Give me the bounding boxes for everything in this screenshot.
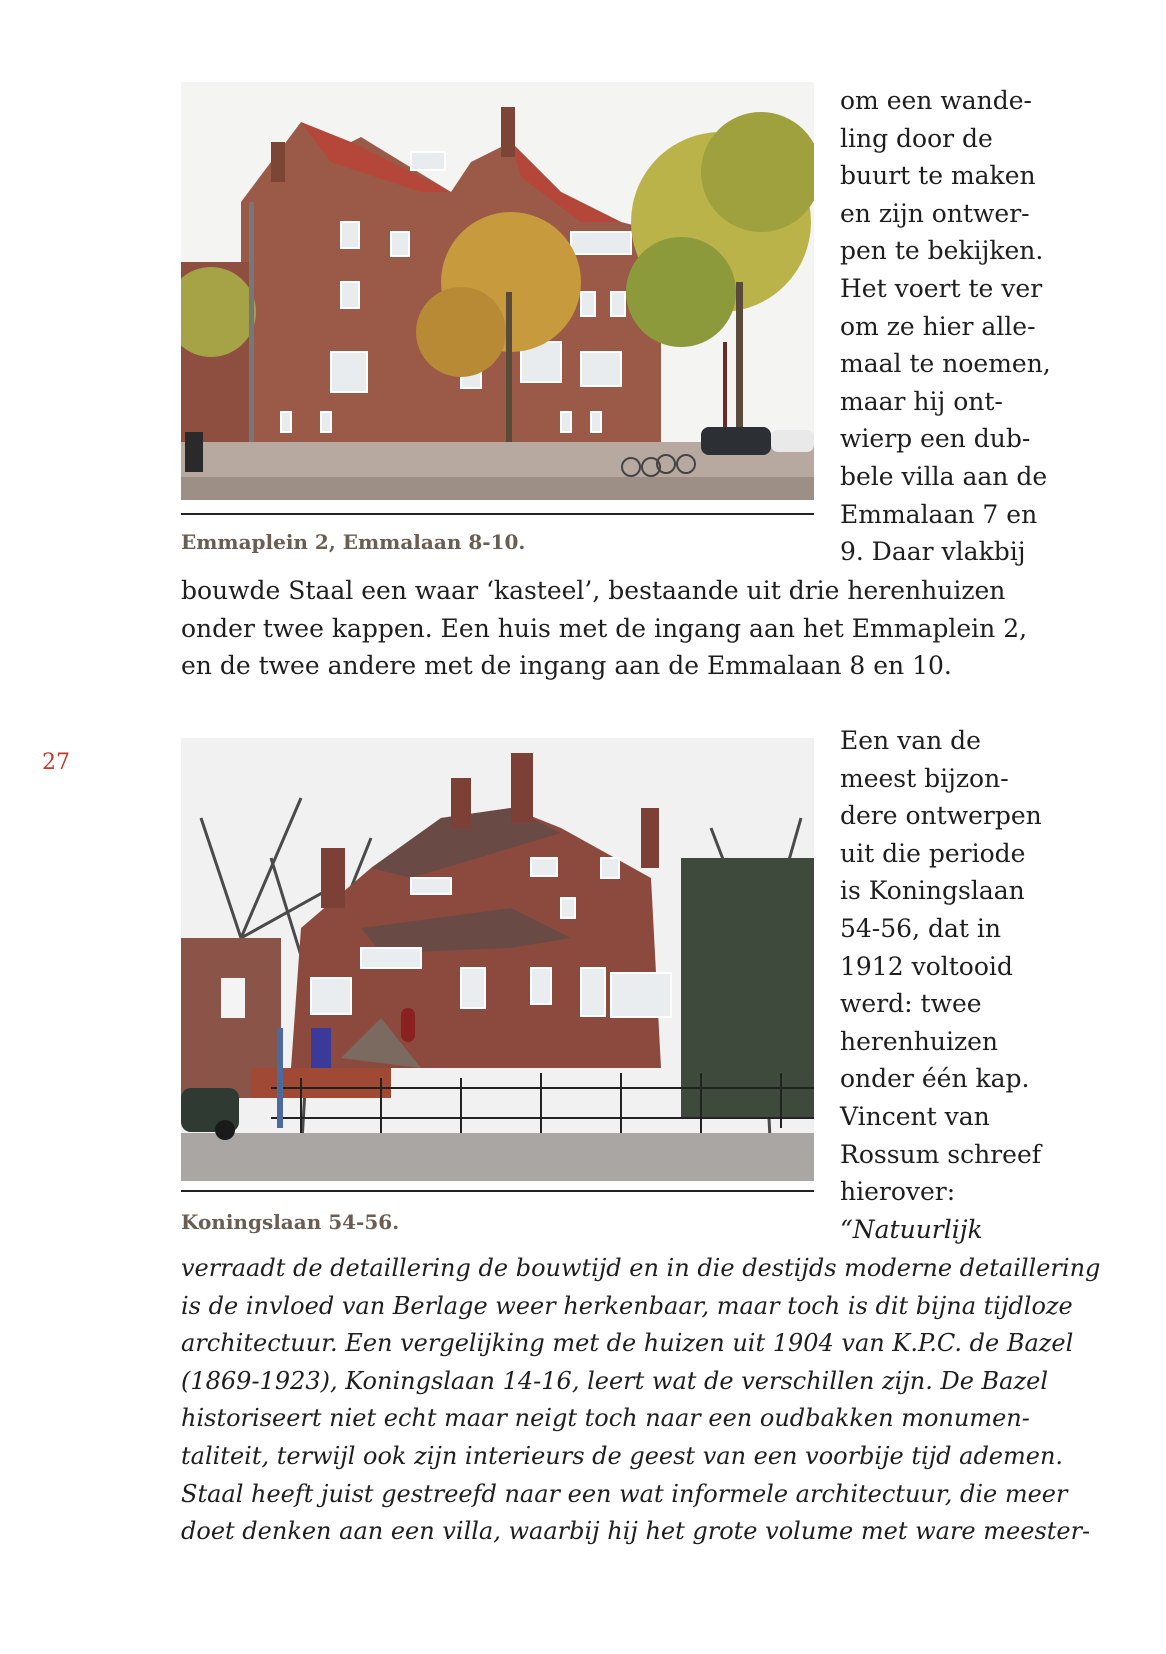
text-line: maal te noemen, xyxy=(840,349,1051,379)
text-line: herenhuizen xyxy=(840,1026,999,1056)
text-line: pen te bekijken. xyxy=(840,236,1044,266)
page-number: 27 xyxy=(42,750,70,775)
text-line: bouwde Staal een waar ‘kasteel’, bestaande uit drie herenhuizen xyxy=(181,576,1006,605)
quote-paragraph xyxy=(181,1250,1101,1551)
text-line: (1869-1923), Koningslaan 14-16, leert wat de verschillen zijn. De Bazel xyxy=(181,1366,1049,1395)
text-line: Het voert te ver xyxy=(840,273,1043,303)
caption-rule xyxy=(181,513,814,515)
text-line: werd: twee xyxy=(840,989,982,1019)
text-line: en de twee andere met de ingang aan de Emmalaan 8 en 10. xyxy=(181,651,952,681)
text-line: Een van de xyxy=(840,726,981,755)
text-line: dere ontwerpen xyxy=(840,801,1042,831)
photo-caption: Koningslaan 54-56. xyxy=(181,1210,400,1234)
text-line: onder twee kappen. Een huis met de ingang aan het Emmaplein 2, xyxy=(181,613,1028,643)
text-line: Emmalaan 7 en xyxy=(840,499,1038,529)
text-line: 1912 voltooid xyxy=(840,951,1013,981)
text-line: taliteit, terwijl ook zijn interieurs de geest van een voorbije tijd ademen. xyxy=(181,1441,1064,1470)
text-line: 9. Daar vlakbij xyxy=(840,537,1026,567)
text-line: doet denken aan een villa, waarbij hij het grote volume met ware meester- xyxy=(181,1517,1091,1546)
side-text-column xyxy=(840,722,1080,1248)
text-line: meest bijzon- xyxy=(840,763,1009,793)
body-paragraph xyxy=(181,572,1081,685)
text-line: is de invloed van Berlage weer herkenbaar, maar toch is dit bijna tijdloze xyxy=(181,1291,1073,1320)
text-line: en zijn ontwer- xyxy=(840,198,1030,228)
side-text-column xyxy=(840,82,1080,571)
text-line: wierp een dub- xyxy=(840,424,1031,454)
text-line: bele villa aan de xyxy=(840,461,1048,491)
photo-koningslaan xyxy=(181,738,814,1181)
text-line: is Koningslaan xyxy=(840,876,1025,906)
text-line: 54-56, dat in xyxy=(840,913,1001,943)
text-line: “Natuurlijk xyxy=(840,1214,983,1244)
text-line: maar hij ont- xyxy=(840,386,1003,416)
text-line: Rossum schreef xyxy=(840,1139,1042,1169)
text-line: onder één kap. xyxy=(840,1064,1030,1094)
text-line: om een wande- xyxy=(840,86,1032,115)
text-line: ling door de xyxy=(840,123,993,153)
text-line: historiseert niet echt maar neigt toch naar een oudbakken monumen- xyxy=(181,1404,1030,1433)
text-line: Vincent van xyxy=(840,1101,990,1131)
text-line: verraadt de detaillering de bouwtijd en in die destijds moderne detaillering xyxy=(181,1254,1101,1282)
photo-emmaplein xyxy=(181,82,814,500)
text-line: hierover: xyxy=(840,1177,956,1207)
photo-caption: Emmaplein 2, Emmalaan 8-10. xyxy=(181,530,526,554)
text-line: architectuur. Een vergelijking met de huizen uit 1904 van K.P.C. de Bazel xyxy=(181,1329,1074,1358)
text-line: om ze hier alle- xyxy=(840,311,1036,341)
text-line: uit die periode xyxy=(840,838,1026,868)
text-line: Staal heeft juist gestreefd naar een wat informele architectuur, die meer xyxy=(181,1479,1068,1508)
caption-rule xyxy=(181,1190,814,1192)
text-line: buurt te maken xyxy=(840,161,1036,191)
